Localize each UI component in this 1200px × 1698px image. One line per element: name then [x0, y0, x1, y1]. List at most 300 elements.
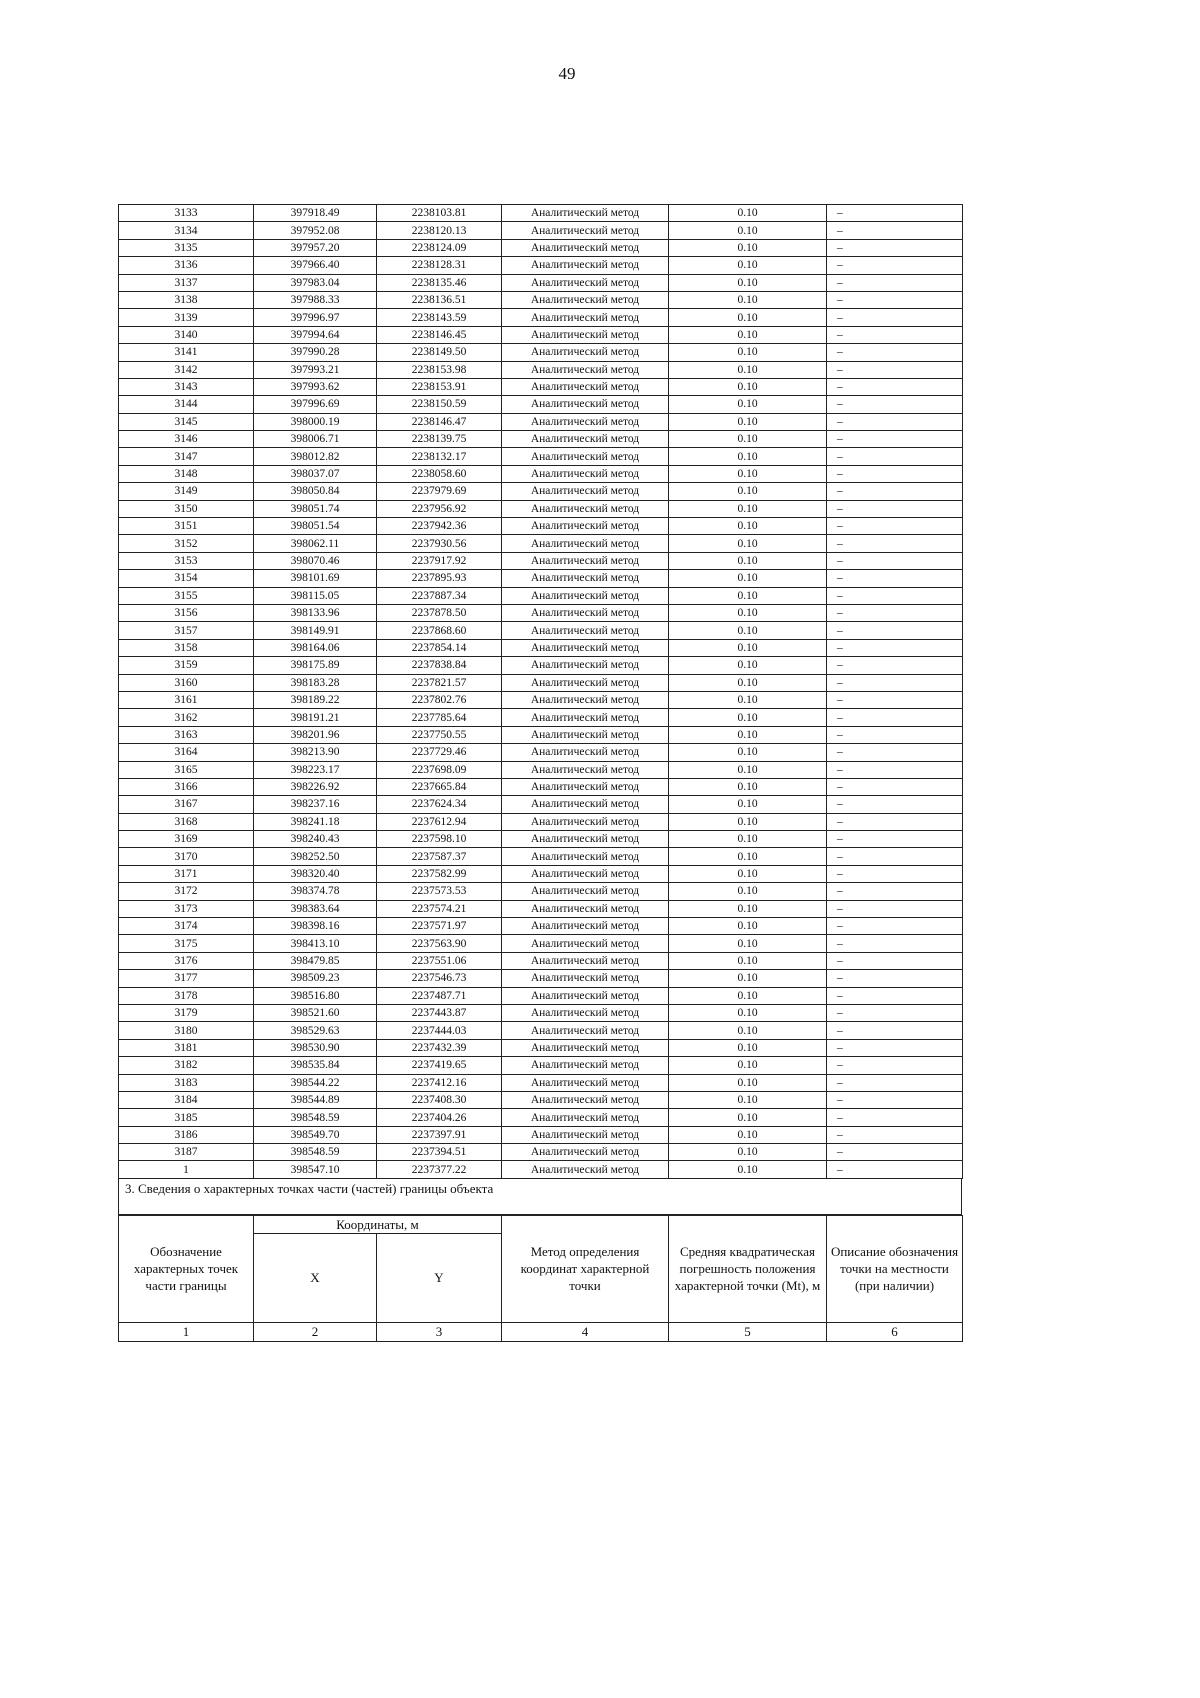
method-cell: Аналитический метод: [502, 639, 669, 656]
column-number: 2: [254, 1322, 377, 1341]
method-cell: Аналитический метод: [502, 1074, 669, 1091]
table-row: [119, 257, 963, 274]
point-number-cell: 3164: [119, 744, 254, 761]
x-cell: 398070.46: [254, 552, 377, 569]
y-cell: 2237802.76: [377, 691, 502, 708]
y-cell: 2237729.46: [377, 744, 502, 761]
x-cell: 398544.89: [254, 1091, 377, 1108]
y-cell: 2237546.73: [377, 970, 502, 987]
x-cell: 398535.84: [254, 1057, 377, 1074]
accuracy-cell: 0.10: [669, 848, 827, 865]
table-row: [119, 1091, 963, 1108]
method-cell: Аналитический метод: [502, 1126, 669, 1143]
table-row: [119, 1022, 963, 1039]
accuracy-cell: 0.10: [669, 1161, 827, 1178]
method-cell: Аналитический метод: [502, 778, 669, 795]
accuracy-cell: 0.10: [669, 1004, 827, 1021]
y-cell: 2238153.98: [377, 361, 502, 378]
accuracy-cell: 0.10: [669, 465, 827, 482]
point-number-cell: 3141: [119, 344, 254, 361]
accuracy-cell: 0.10: [669, 761, 827, 778]
x-cell: 398548.59: [254, 1144, 377, 1161]
table-row: [119, 761, 963, 778]
header-coordinates: Координаты, м: [254, 1215, 502, 1233]
column-number: 6: [827, 1322, 963, 1341]
point-number-cell: 3165: [119, 761, 254, 778]
method-cell: Аналитический метод: [502, 239, 669, 256]
accuracy-cell: 0.10: [669, 726, 827, 743]
description-cell: –: [827, 1144, 963, 1161]
accuracy-cell: 0.10: [669, 570, 827, 587]
accuracy-cell: 0.10: [669, 918, 827, 935]
description-cell: –: [827, 1126, 963, 1143]
x-cell: 397988.33: [254, 291, 377, 308]
table-row: [119, 604, 963, 621]
point-number-cell: 3178: [119, 987, 254, 1004]
x-cell: 397966.40: [254, 257, 377, 274]
description-cell: –: [827, 1091, 963, 1108]
x-cell: 397993.62: [254, 378, 377, 395]
description-cell: –: [827, 413, 963, 430]
y-cell: 2237487.71: [377, 987, 502, 1004]
table-row: [119, 535, 963, 552]
section-title: 3. Сведения о характерных точках части (частей) границы объекта: [118, 1179, 962, 1215]
x-cell: 398320.40: [254, 865, 377, 882]
description-cell: –: [827, 900, 963, 917]
description-cell: –: [827, 987, 963, 1004]
method-cell: Аналитический метод: [502, 587, 669, 604]
method-cell: Аналитический метод: [502, 552, 669, 569]
y-cell: 2237587.37: [377, 848, 502, 865]
point-number-cell: 3158: [119, 639, 254, 656]
point-number-cell: 3147: [119, 448, 254, 465]
method-cell: Аналитический метод: [502, 987, 669, 1004]
accuracy-cell: 0.10: [669, 622, 827, 639]
x-cell: 397983.04: [254, 274, 377, 291]
x-cell: 398006.71: [254, 431, 377, 448]
x-cell: 398223.17: [254, 761, 377, 778]
x-cell: 398544.22: [254, 1074, 377, 1091]
accuracy-cell: 0.10: [669, 1057, 827, 1074]
table-row: [119, 726, 963, 743]
table-row: [119, 865, 963, 882]
method-cell: Аналитический метод: [502, 465, 669, 482]
description-cell: –: [827, 970, 963, 987]
table-row: [119, 361, 963, 378]
method-cell: Аналитический метод: [502, 500, 669, 517]
method-cell: Аналитический метод: [502, 361, 669, 378]
accuracy-cell: 0.10: [669, 344, 827, 361]
point-number-cell: 3146: [119, 431, 254, 448]
x-cell: 397993.21: [254, 361, 377, 378]
table-row: [119, 1057, 963, 1074]
point-number-cell: 3137: [119, 274, 254, 291]
accuracy-cell: 0.10: [669, 1091, 827, 1108]
method-cell: Аналитический метод: [502, 709, 669, 726]
description-cell: –: [827, 709, 963, 726]
coordinates-table-body: [119, 205, 963, 1179]
y-cell: 2238135.46: [377, 274, 502, 291]
x-cell: 397996.69: [254, 396, 377, 413]
method-cell: Аналитический метод: [502, 1057, 669, 1074]
description-cell: –: [827, 883, 963, 900]
description-cell: –: [827, 465, 963, 482]
point-number-cell: 3145: [119, 413, 254, 430]
point-number-cell: 3153: [119, 552, 254, 569]
accuracy-cell: 0.10: [669, 518, 827, 535]
description-cell: –: [827, 344, 963, 361]
x-cell: 398213.90: [254, 744, 377, 761]
x-cell: 397994.64: [254, 326, 377, 343]
point-number-cell: 3176: [119, 952, 254, 969]
x-cell: 398521.60: [254, 1004, 377, 1021]
y-cell: 2237419.65: [377, 1057, 502, 1074]
description-cell: –: [827, 1022, 963, 1039]
description-cell: –: [827, 431, 963, 448]
point-number-cell: 3179: [119, 1004, 254, 1021]
method-cell: Аналитический метод: [502, 883, 669, 900]
x-cell: 397918.49: [254, 205, 377, 222]
description-cell: –: [827, 222, 963, 239]
description-cell: –: [827, 1057, 963, 1074]
table-row: [119, 274, 963, 291]
header-description: Описание обозначения точки на местности (при наличии): [827, 1215, 963, 1322]
table-row: [119, 778, 963, 795]
table-row: [119, 639, 963, 656]
method-cell: Аналитический метод: [502, 935, 669, 952]
method-cell: Аналитический метод: [502, 674, 669, 691]
table-row: [119, 970, 963, 987]
x-cell: 398149.91: [254, 622, 377, 639]
table-row: [119, 918, 963, 935]
x-cell: 398241.18: [254, 813, 377, 830]
table-row: [119, 1039, 963, 1056]
point-number-cell: 3150: [119, 500, 254, 517]
description-cell: –: [827, 831, 963, 848]
x-cell: 398516.80: [254, 987, 377, 1004]
table-row: [119, 587, 963, 604]
x-cell: 398000.19: [254, 413, 377, 430]
table-row: [119, 291, 963, 308]
description-cell: –: [827, 257, 963, 274]
accuracy-cell: 0.10: [669, 291, 827, 308]
method-cell: Аналитический метод: [502, 431, 669, 448]
method-cell: Аналитический метод: [502, 657, 669, 674]
y-cell: 2237698.09: [377, 761, 502, 778]
point-number-cell: 3149: [119, 483, 254, 500]
accuracy-cell: 0.10: [669, 831, 827, 848]
table-row: [119, 691, 963, 708]
y-cell: 2237854.14: [377, 639, 502, 656]
accuracy-cell: 0.10: [669, 274, 827, 291]
method-cell: Аналитический метод: [502, 535, 669, 552]
accuracy-cell: 0.10: [669, 900, 827, 917]
table-row: [119, 465, 963, 482]
y-cell: 2238058.60: [377, 465, 502, 482]
description-cell: –: [827, 552, 963, 569]
method-cell: Аналитический метод: [502, 413, 669, 430]
point-number-cell: 3140: [119, 326, 254, 343]
point-number-cell: 3168: [119, 813, 254, 830]
x-cell: 398413.10: [254, 935, 377, 952]
accuracy-cell: 0.10: [669, 1039, 827, 1056]
table-row: [119, 222, 963, 239]
table-row: [119, 483, 963, 500]
description-cell: –: [827, 309, 963, 326]
accuracy-cell: 0.10: [669, 970, 827, 987]
accuracy-cell: 0.10: [669, 361, 827, 378]
method-cell: Аналитический метод: [502, 831, 669, 848]
x-cell: 398479.85: [254, 952, 377, 969]
header-accuracy: Средняя квадратическая погрешность положения характерной точки (Mt), м: [669, 1215, 827, 1322]
description-cell: –: [827, 952, 963, 969]
point-number-cell: 3170: [119, 848, 254, 865]
description-cell: –: [827, 674, 963, 691]
description-cell: –: [827, 535, 963, 552]
table-row: [119, 987, 963, 1004]
table-row: [119, 744, 963, 761]
y-cell: 2237408.30: [377, 1091, 502, 1108]
description-cell: –: [827, 396, 963, 413]
y-cell: 2238132.17: [377, 448, 502, 465]
method-cell: Аналитический метод: [502, 744, 669, 761]
table-row: [119, 239, 963, 256]
description-cell: –: [827, 274, 963, 291]
y-cell: 2237750.55: [377, 726, 502, 743]
point-number-cell: 1: [119, 1161, 254, 1178]
description-cell: –: [827, 1161, 963, 1178]
point-number-cell: 3138: [119, 291, 254, 308]
x-cell: 398201.96: [254, 726, 377, 743]
y-cell: 2238120.13: [377, 222, 502, 239]
table-row: [119, 796, 963, 813]
point-number-cell: 3154: [119, 570, 254, 587]
y-cell: 2237432.39: [377, 1039, 502, 1056]
y-cell: 2237868.60: [377, 622, 502, 639]
x-cell: 398509.23: [254, 970, 377, 987]
method-cell: Аналитический метод: [502, 865, 669, 882]
x-cell: 398183.28: [254, 674, 377, 691]
table-row: [119, 570, 963, 587]
method-cell: Аналитический метод: [502, 970, 669, 987]
description-cell: –: [827, 326, 963, 343]
point-number-cell: 3174: [119, 918, 254, 935]
y-cell: 2237412.16: [377, 1074, 502, 1091]
y-cell: 2238150.59: [377, 396, 502, 413]
accuracy-cell: 0.10: [669, 396, 827, 413]
description-cell: –: [827, 205, 963, 222]
accuracy-cell: 0.10: [669, 657, 827, 674]
header-point-designation: Обозначение характерных точек части границы: [119, 1215, 254, 1322]
x-cell: 398240.43: [254, 831, 377, 848]
column-number: 4: [502, 1322, 669, 1341]
point-number-cell: 3187: [119, 1144, 254, 1161]
description-cell: –: [827, 813, 963, 830]
x-cell: 397952.08: [254, 222, 377, 239]
y-cell: 2237598.10: [377, 831, 502, 848]
x-cell: 398237.16: [254, 796, 377, 813]
table-row: [119, 709, 963, 726]
method-cell: Аналитический метод: [502, 1144, 669, 1161]
document-body: [118, 204, 962, 1342]
column-number: 3: [377, 1322, 502, 1341]
x-cell: 398530.90: [254, 1039, 377, 1056]
table-row: [119, 1004, 963, 1021]
method-cell: Аналитический метод: [502, 1109, 669, 1126]
y-cell: 2238139.75: [377, 431, 502, 448]
description-cell: –: [827, 1109, 963, 1126]
description-cell: –: [827, 500, 963, 517]
y-cell: 2237551.06: [377, 952, 502, 969]
accuracy-cell: 0.10: [669, 865, 827, 882]
y-cell: 2237821.57: [377, 674, 502, 691]
accuracy-cell: 0.10: [669, 535, 827, 552]
point-number-cell: 3136: [119, 257, 254, 274]
method-cell: Аналитический метод: [502, 1004, 669, 1021]
description-cell: –: [827, 448, 963, 465]
accuracy-cell: 0.10: [669, 1126, 827, 1143]
x-cell: 398398.16: [254, 918, 377, 935]
point-number-cell: 3159: [119, 657, 254, 674]
point-number-cell: 3144: [119, 396, 254, 413]
description-cell: –: [827, 361, 963, 378]
method-cell: Аналитический метод: [502, 848, 669, 865]
header-x: X: [254, 1233, 377, 1322]
x-cell: 398175.89: [254, 657, 377, 674]
description-cell: –: [827, 483, 963, 500]
method-cell: Аналитический метод: [502, 326, 669, 343]
point-number-cell: 3155: [119, 587, 254, 604]
table-row: [119, 952, 963, 969]
table-row: [119, 900, 963, 917]
accuracy-cell: 0.10: [669, 483, 827, 500]
description-cell: –: [827, 691, 963, 708]
point-number-cell: 3143: [119, 378, 254, 395]
table-row: [119, 396, 963, 413]
accuracy-cell: 0.10: [669, 709, 827, 726]
point-number-cell: 3171: [119, 865, 254, 882]
y-cell: 2238153.91: [377, 378, 502, 395]
y-cell: 2237838.84: [377, 657, 502, 674]
method-cell: Аналитический метод: [502, 691, 669, 708]
y-cell: 2237942.36: [377, 518, 502, 535]
point-number-cell: 3142: [119, 361, 254, 378]
description-cell: –: [827, 778, 963, 795]
y-cell: 2238146.45: [377, 326, 502, 343]
x-cell: 397996.97: [254, 309, 377, 326]
description-cell: –: [827, 935, 963, 952]
table-row: [119, 448, 963, 465]
method-cell: Аналитический метод: [502, 918, 669, 935]
y-cell: 2237397.91: [377, 1126, 502, 1143]
point-number-cell: 3181: [119, 1039, 254, 1056]
point-number-cell: 3163: [119, 726, 254, 743]
table-row: [119, 205, 963, 222]
description-cell: –: [827, 570, 963, 587]
table-row: [119, 431, 963, 448]
x-cell: 398374.78: [254, 883, 377, 900]
method-cell: Аналитический метод: [502, 900, 669, 917]
y-cell: 2237582.99: [377, 865, 502, 882]
y-cell: 2238136.51: [377, 291, 502, 308]
x-cell: 398549.70: [254, 1126, 377, 1143]
method-cell: Аналитический метод: [502, 205, 669, 222]
description-cell: –: [827, 796, 963, 813]
accuracy-cell: 0.10: [669, 378, 827, 395]
accuracy-cell: 0.10: [669, 952, 827, 969]
description-cell: –: [827, 604, 963, 621]
point-number-cell: 3135: [119, 239, 254, 256]
y-cell: 2237443.87: [377, 1004, 502, 1021]
accuracy-cell: 0.10: [669, 744, 827, 761]
accuracy-cell: 0.10: [669, 935, 827, 952]
accuracy-cell: 0.10: [669, 222, 827, 239]
description-cell: –: [827, 518, 963, 535]
table-row: [119, 1074, 963, 1091]
point-number-cell: 3133: [119, 205, 254, 222]
method-cell: Аналитический метод: [502, 570, 669, 587]
accuracy-cell: 0.10: [669, 691, 827, 708]
description-cell: –: [827, 761, 963, 778]
accuracy-cell: 0.10: [669, 205, 827, 222]
point-number-cell: 3161: [119, 691, 254, 708]
x-cell: 398226.92: [254, 778, 377, 795]
x-cell: 398012.82: [254, 448, 377, 465]
accuracy-cell: 0.10: [669, 1109, 827, 1126]
method-cell: Аналитический метод: [502, 1039, 669, 1056]
method-cell: Аналитический метод: [502, 518, 669, 535]
x-cell: 398050.84: [254, 483, 377, 500]
y-cell: 2238103.81: [377, 205, 502, 222]
accuracy-cell: 0.10: [669, 778, 827, 795]
x-cell: 398547.10: [254, 1161, 377, 1178]
point-number-cell: 3151: [119, 518, 254, 535]
accuracy-cell: 0.10: [669, 604, 827, 621]
y-cell: 2238124.09: [377, 239, 502, 256]
y-cell: 2237571.97: [377, 918, 502, 935]
y-cell: 2238149.50: [377, 344, 502, 361]
y-cell: 2237394.51: [377, 1144, 502, 1161]
point-number-cell: 3173: [119, 900, 254, 917]
table-row: [119, 500, 963, 517]
method-cell: Аналитический метод: [502, 604, 669, 621]
method-cell: Аналитический метод: [502, 813, 669, 830]
method-cell: Аналитический метод: [502, 761, 669, 778]
point-number-cell: 3185: [119, 1109, 254, 1126]
point-number-cell: 3139: [119, 309, 254, 326]
accuracy-cell: 0.10: [669, 987, 827, 1004]
accuracy-cell: 0.10: [669, 326, 827, 343]
method-cell: Аналитический метод: [502, 952, 669, 969]
table-row: [119, 935, 963, 952]
header-y: Y: [377, 1233, 502, 1322]
method-cell: Аналитический метод: [502, 257, 669, 274]
accuracy-cell: 0.10: [669, 552, 827, 569]
x-cell: 398164.06: [254, 639, 377, 656]
method-cell: Аналитический метод: [502, 1091, 669, 1108]
method-cell: Аналитический метод: [502, 726, 669, 743]
x-cell: 398062.11: [254, 535, 377, 552]
table-row: [119, 831, 963, 848]
method-cell: Аналитический метод: [502, 378, 669, 395]
point-number-cell: 3167: [119, 796, 254, 813]
y-cell: 2238146.47: [377, 413, 502, 430]
table-row: [119, 674, 963, 691]
table-row: [119, 848, 963, 865]
description-cell: –: [827, 726, 963, 743]
method-cell: Аналитический метод: [502, 309, 669, 326]
x-cell: 397957.20: [254, 239, 377, 256]
